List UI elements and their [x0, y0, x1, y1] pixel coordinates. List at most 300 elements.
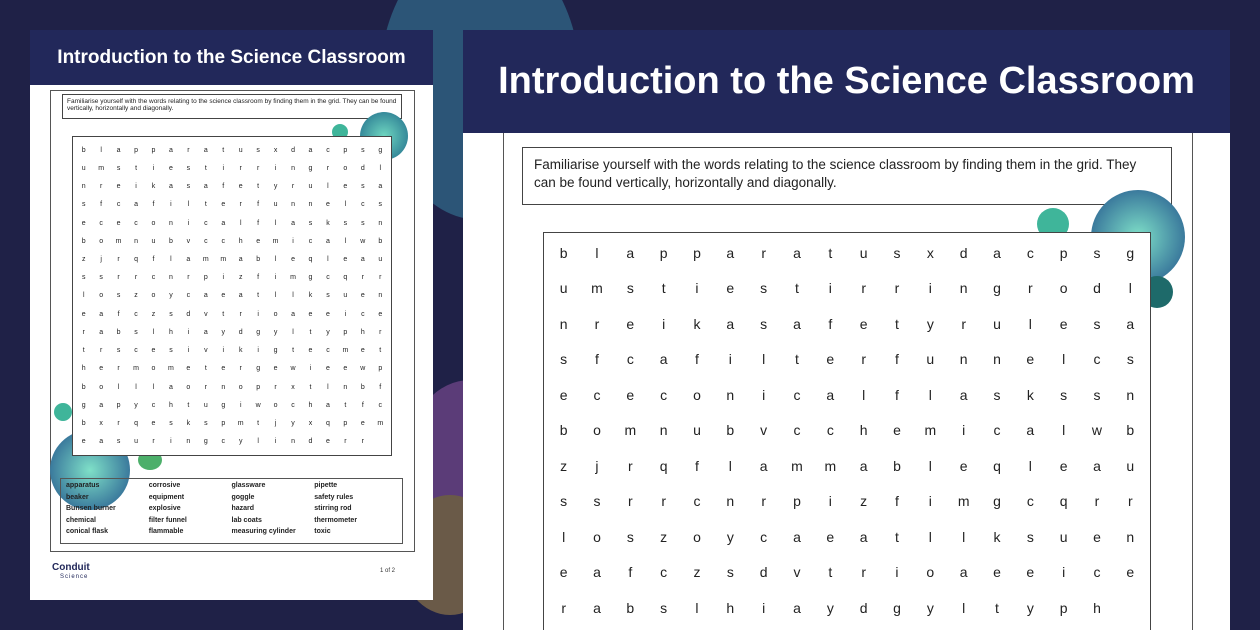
grid-letter: u [273, 201, 278, 209]
grid-letter: n [559, 315, 568, 332]
grid-letter: e [151, 420, 156, 428]
grid-letter: p [793, 493, 801, 510]
grid-letter: e [221, 201, 226, 209]
word-list-item: lab coats [231, 516, 262, 524]
grid-letter: l [327, 183, 329, 191]
grid-letter: r [361, 438, 364, 446]
grid-letter: l [962, 599, 966, 616]
grid-letter: f [222, 183, 225, 191]
grid-letter: d [959, 244, 968, 261]
grid-letter: g [1126, 244, 1135, 261]
grid-letter: c [134, 310, 138, 318]
grid-letter: o [238, 383, 243, 391]
grid-letter: d [360, 164, 365, 172]
grid-letter: t [204, 164, 207, 172]
grid-letter: a [168, 183, 173, 191]
grid-letter: s [99, 274, 103, 282]
grid-letter: t [828, 564, 833, 581]
grid-letter: s [1093, 315, 1101, 332]
grid-letter: u [926, 351, 935, 368]
grid-letter: s [134, 328, 138, 336]
grid-letter: e [993, 564, 1001, 581]
grid-letter: u [1059, 528, 1068, 545]
grid-letter: d [238, 328, 243, 336]
grid-letter: a [759, 457, 768, 474]
grid-letter: t [895, 528, 899, 545]
grid-letter: m [133, 365, 139, 373]
grid-letter: v [204, 347, 208, 355]
grid-letter: m [624, 422, 637, 439]
grid-letter: e [559, 386, 568, 403]
grid-letter: j [274, 420, 277, 428]
grid-letter: n [378, 219, 383, 227]
word-search-grid [72, 136, 392, 456]
word-list-item: thermometer [314, 516, 358, 524]
grid-letter: e [959, 457, 968, 474]
grid-letter: l [595, 244, 599, 261]
grid-letter: y [926, 599, 934, 616]
grid-letter: h [360, 328, 365, 336]
decor-circle [54, 403, 72, 421]
grid-letter: n [726, 386, 735, 403]
grid-letter: p [116, 401, 121, 409]
grid-letter: n [959, 351, 968, 368]
grid-letter: c [151, 401, 156, 409]
grid-letter: s [361, 146, 365, 154]
grid-letter: t [661, 280, 666, 297]
grid-letter: l [274, 219, 277, 227]
grid-letter: e [1026, 564, 1035, 581]
grid-letter: l [344, 201, 347, 209]
grid-letter: m [202, 256, 209, 264]
grid-letter: t [292, 347, 295, 355]
grid-letter: o [99, 292, 104, 300]
grid-letter: r [1127, 493, 1133, 510]
grid-letter: l [170, 256, 172, 264]
grid-letter: g [308, 274, 313, 282]
page-title-large: Introduction to the Science Classroom [463, 30, 1230, 133]
grid-letter: i [962, 422, 966, 439]
grid-letter: c [204, 237, 208, 245]
grid-letter: f [257, 274, 260, 282]
grid-letter: r [82, 328, 85, 336]
grid-letter: f [257, 201, 260, 209]
grid-letter: a [203, 183, 208, 191]
grid-letter: p [1059, 244, 1068, 261]
grid-letter: o [99, 383, 104, 391]
grid-letter: r [344, 438, 347, 446]
grid-letter: c [326, 274, 330, 282]
grid-letter: g [993, 280, 1001, 297]
grid-letter: t [257, 183, 260, 191]
grid-letter: y [238, 438, 243, 446]
grid-letter: l [327, 383, 329, 391]
grid-letter: m [824, 457, 837, 474]
grid-letter: w [1091, 422, 1103, 439]
grid-letter: l [928, 457, 932, 474]
grid-letter: e [360, 292, 365, 300]
word-search-grid-enlarged [543, 232, 1151, 630]
grid-letter: l [135, 383, 137, 391]
grid-letter: p [203, 274, 208, 282]
grid-letter: q [134, 420, 138, 428]
grid-letter: e [859, 315, 868, 332]
grid-letter: m [924, 422, 937, 439]
grid-letter: r [594, 315, 600, 332]
word-list-item: stirring rod [314, 505, 352, 513]
grid-letter: m [377, 420, 384, 428]
grid-letter: f [361, 401, 364, 409]
grid-letter: r [239, 310, 242, 318]
grid-letter: e [81, 438, 86, 446]
grid-letter: i [187, 219, 190, 227]
grid-letter: i [662, 315, 666, 332]
grid-letter: z [560, 457, 568, 474]
grid-letter: i [222, 164, 225, 172]
grid-letter: l [762, 351, 766, 368]
grid-letter: n [659, 422, 668, 439]
grid-letter: i [928, 280, 932, 297]
grid-letter: s [660, 599, 668, 616]
grid-letter: s [361, 183, 365, 191]
grid-letter: s [169, 347, 173, 355]
word-list [60, 478, 403, 544]
grid-letter: e [325, 201, 330, 209]
grid-letter: s [116, 164, 121, 172]
grid-letter: g [273, 347, 278, 355]
grid-letter: p [378, 365, 383, 373]
grid-letter: l [82, 292, 85, 300]
grid-letter: a [626, 244, 635, 261]
grid-letter: q [325, 420, 330, 428]
grid-letter: r [117, 274, 120, 282]
grid-letter: r [117, 420, 120, 428]
grid-letter: o [693, 386, 701, 403]
grid-letter: e [360, 347, 365, 355]
grid-letter: c [308, 237, 313, 245]
grid-letter: i [309, 365, 312, 373]
grid-letter: m [220, 256, 227, 264]
grid-letter: s [626, 280, 634, 297]
grid-letter: f [628, 564, 633, 581]
grid-letter: y [926, 315, 934, 332]
grid-letter: e [238, 183, 243, 191]
grid-letter: e [343, 365, 348, 373]
grid-letter: b [256, 256, 261, 264]
grid-letter: e [221, 292, 226, 300]
grid-letter: e [325, 365, 330, 373]
grid-letter: i [222, 274, 225, 282]
grid-letter: h [726, 599, 735, 616]
grid-letter: q [308, 256, 313, 264]
grid-letter: t [995, 599, 999, 616]
grid-letter: c [134, 347, 138, 355]
grid-letter: u [693, 422, 701, 439]
grid-letter: s [893, 244, 901, 261]
grid-letter: e [256, 237, 261, 245]
grid-letter: i [728, 351, 732, 368]
grid-letter: s [1126, 351, 1134, 368]
grid-letter: x [291, 383, 295, 391]
grid-letter: b [81, 383, 86, 391]
grid-letter: c [660, 386, 668, 403]
grid-letter: u [308, 183, 313, 191]
word-list-item: equipment [148, 493, 185, 501]
grid-letter: f [895, 386, 899, 403]
grid-letter: e [116, 219, 121, 227]
grid-letter: e [626, 315, 635, 332]
grid-letter: i [152, 164, 155, 172]
grid-letter: c [326, 347, 330, 355]
grid-letter: t [379, 347, 382, 355]
grid-letter: f [152, 201, 155, 209]
grid-letter: s [81, 274, 86, 282]
grid-letter: b [81, 237, 86, 245]
grid-letter: l [257, 438, 259, 446]
grid-letter: c [221, 438, 226, 446]
grid-letter: c [793, 422, 801, 439]
grid-letter: a [99, 401, 104, 409]
grid-letter: q [1059, 493, 1068, 510]
grid-letter: m [272, 237, 279, 245]
grid-letter: a [793, 599, 801, 616]
grid-letter: e [378, 310, 383, 318]
grid-letter: e [360, 420, 365, 428]
grid-letter: b [168, 237, 173, 245]
grid-letter: n [959, 280, 968, 297]
grid-letter: t [257, 292, 260, 300]
grid-letter: a [186, 256, 191, 264]
grid-letter: c [186, 292, 191, 300]
grid-letter: r [187, 146, 190, 154]
grid-letter: s [116, 292, 121, 300]
grid-letter: f [379, 383, 382, 391]
grid-letter: c [99, 219, 103, 227]
grid-letter: i [135, 183, 137, 191]
grid-letter: m [98, 164, 105, 172]
grid-letter: b [81, 420, 86, 428]
grid-letter: b [360, 383, 365, 391]
grid-letter: g [893, 599, 901, 616]
grid-letter: b [1126, 422, 1135, 439]
grid-letter: r [117, 365, 120, 373]
grid-letter: n [291, 201, 295, 209]
grid-letter: t [795, 351, 799, 368]
grid-letter: x [308, 420, 313, 428]
grid-letter: e [1026, 351, 1035, 368]
grid-letter: a [168, 383, 173, 391]
word-list-item: explosive [148, 505, 181, 513]
grid-letter: k [151, 183, 156, 191]
grid-letter: a [378, 183, 383, 191]
grid-letter: l [274, 256, 277, 264]
grid-letter: l [292, 328, 294, 336]
grid-letter: a [134, 201, 138, 209]
grid-letter: e [343, 256, 348, 264]
grid-letter: u [378, 256, 383, 264]
grid-letter: s [626, 528, 634, 545]
grid-letter: r [861, 564, 866, 581]
grid-letter: u [859, 244, 868, 261]
grid-letter: f [257, 219, 260, 227]
grid-letter: c [378, 401, 383, 409]
instructions: Familiarise yourself with the words relating to the science classroom by finding them in the grid. They can be found vertically, horizontally and diagonally. [62, 94, 402, 119]
grid-letter: s [116, 347, 121, 355]
grid-letter: v [204, 310, 208, 318]
grid-letter: y [326, 328, 330, 336]
grid-letter: r [1027, 280, 1033, 297]
grid-letter: s [186, 164, 191, 172]
grid-letter: j [595, 457, 599, 474]
grid-letter: u [343, 292, 348, 300]
grid-letter: a [99, 328, 104, 336]
grid-letter: r [99, 183, 103, 191]
grid-letter: a [238, 292, 243, 300]
grid-letter: g [378, 146, 383, 154]
grid-letter: i [257, 310, 259, 318]
word-list-item: corrosive [148, 482, 181, 489]
grid-letter: i [222, 347, 225, 355]
grid-letter: z [134, 292, 138, 300]
grid-letter: e [325, 438, 330, 446]
grid-letter: c [693, 493, 701, 510]
grid-letter: n [291, 438, 295, 446]
grid-letter: u [1126, 457, 1135, 474]
grid-letter: l [239, 219, 242, 227]
grid-letter: n [308, 201, 313, 209]
grid-letter: d [308, 438, 313, 446]
grid-letter: o [593, 422, 601, 439]
grid-letter: e [726, 280, 735, 297]
grid-letter: s [378, 201, 383, 209]
grid-letter: a [203, 292, 208, 300]
grid-letter: i [928, 493, 932, 510]
grid-letter: p [1059, 599, 1068, 616]
word-list-item: toxic [314, 528, 331, 536]
grid-letter: c [626, 351, 634, 368]
grid-letter: b [893, 457, 901, 474]
grid-letter: t [257, 420, 260, 428]
grid-letter: m [115, 237, 122, 245]
grid-letter: h [81, 365, 86, 373]
grid-letter: m [591, 280, 603, 297]
grid-letter: s [560, 351, 568, 368]
word-list-item: measuring cylinder [231, 528, 296, 536]
grid-letter: t [222, 146, 225, 154]
word-list-item: goggle [231, 493, 255, 501]
grid-letter: p [343, 146, 348, 154]
grid-letter: c [1093, 351, 1101, 368]
grid-letter: l [379, 164, 382, 172]
grid-letter: k [1026, 386, 1034, 403]
grid-letter: b [559, 244, 568, 261]
grid-letter: i [828, 493, 832, 510]
grid-letter: m [791, 457, 803, 474]
grid-letter: s [186, 183, 191, 191]
grid-letter: n [186, 438, 191, 446]
grid-letter: n [168, 274, 173, 282]
grid-letter: q [993, 457, 1001, 474]
word-list-item: safety rules [314, 493, 354, 501]
grid-letter: i [695, 280, 699, 297]
grid-letter: l [1028, 457, 1032, 474]
grid-letter: a [959, 564, 968, 581]
grid-letter: w [360, 365, 366, 373]
grid-letter: l [562, 528, 566, 545]
grid-letter: b [116, 328, 121, 336]
grid-letter: e [1126, 564, 1135, 581]
grid-letter: r [134, 274, 138, 282]
grid-letter: m [342, 347, 349, 355]
grid-letter: r [627, 457, 633, 474]
grid-letter: d [859, 599, 868, 616]
grid-letter: l [100, 146, 102, 154]
grid-letter: u [993, 315, 1001, 332]
grid-letter: t [135, 164, 138, 172]
grid-letter: r [661, 493, 666, 510]
grid-letter: y [726, 528, 734, 545]
grid-letter: l [928, 386, 932, 403]
grid-letter: l [152, 383, 155, 391]
grid-letter: c [116, 201, 121, 209]
word-list-item: apparatus [66, 482, 100, 489]
grid-letter: q [134, 256, 138, 264]
grid-letter: k [326, 219, 330, 227]
grid-letter: n [221, 383, 226, 391]
grid-letter: t [82, 347, 85, 355]
grid-letter: y [169, 292, 173, 300]
word-list-item: conical flask [66, 528, 109, 536]
grid-letter: z [693, 564, 701, 581]
grid-letter: i [895, 564, 899, 581]
grid-letter: m [168, 365, 174, 373]
grid-letter: t [795, 280, 799, 297]
grid-letter: c [326, 146, 330, 154]
grid-letter: n [378, 292, 383, 300]
grid-letter: e [626, 386, 635, 403]
grid-letter: l [187, 201, 190, 209]
grid-letter: e [221, 365, 226, 373]
grid-letter: m [237, 420, 244, 428]
grid-letter: a [1026, 422, 1035, 439]
grid-letter: e [291, 256, 295, 264]
grid-letter: l [1062, 351, 1066, 368]
grid-letter: i [1062, 564, 1066, 581]
grid-letter: h [238, 237, 243, 245]
grid-letter: t [828, 244, 833, 261]
grid-letter: o [186, 383, 191, 391]
grid-letter: m [957, 493, 970, 510]
grid-letter: y [273, 183, 278, 191]
grid-letter: r [239, 164, 242, 172]
grid-letter: e [81, 310, 86, 318]
grid-letter: c [1093, 564, 1101, 581]
grid-letter: n [81, 183, 86, 191]
page-title: Introduction to the Science Classroom [30, 30, 433, 85]
grid-letter: i [257, 347, 259, 355]
grid-letter: o [151, 292, 156, 300]
grid-letter: s [256, 146, 260, 154]
grid-letter: e [151, 347, 156, 355]
grid-letter: a [959, 386, 968, 403]
grid-letter: r [961, 315, 966, 332]
grid-letter: r [627, 493, 633, 510]
grid-letter: h [1093, 599, 1101, 616]
grid-letter: l [695, 599, 699, 616]
grid-letter: r [861, 280, 866, 297]
word-list-item: hazard [231, 505, 255, 513]
grid-letter: r [761, 244, 766, 261]
